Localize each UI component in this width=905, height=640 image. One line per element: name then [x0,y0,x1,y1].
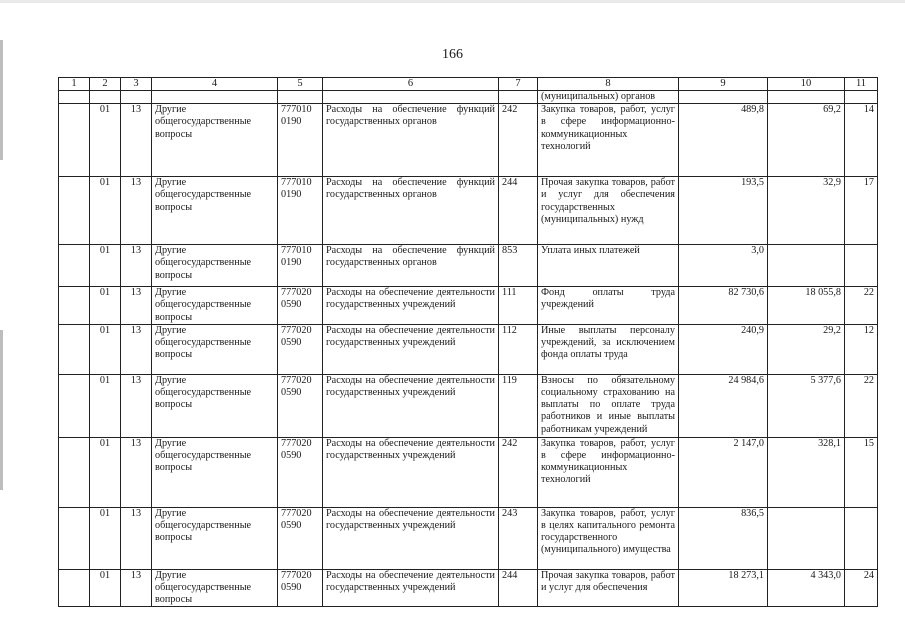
table-row [59,104,878,177]
cell-subsection: 13 [121,177,152,245]
cell-name: Другие общегосударственные вопросы [152,437,278,507]
table-row [59,245,878,287]
table-row [59,437,878,507]
cell-name: Другие общегосударственные вопросы [152,287,278,325]
cell-expense-type: 244 [499,569,538,607]
cell-plan: 82 730,6 [679,287,768,325]
cell-section [59,374,90,437]
cell-subsection: 13 [121,245,152,287]
cell-expense-type: 853 [499,245,538,287]
cell-subsection: 13 [121,374,152,437]
cell-name: Другие общегосударственные вопросы [152,104,278,177]
cell-target-article: 777020 0590 [278,324,323,374]
cell-target-article: 777020 0590 [278,569,323,607]
table-row [59,324,878,374]
cell-target-article: 777020 0590 [278,287,323,325]
cell-expense-type [499,91,538,104]
col-header: 8 [538,78,679,91]
page-number: 166 [442,47,463,62]
cell-section [59,91,90,104]
cell-subsection: 13 [121,104,152,177]
budget-table [58,77,878,607]
table-row [59,177,878,245]
cell-expense-name: Закупка товаров, работ, услуг в сфере информационно-коммуникационных технологий [538,437,679,507]
cell-target-name: Расходы на обеспечение деятельности государственных учреждений [323,507,499,569]
cell-section [59,437,90,507]
cell-target-name: Расходы на обеспечение функций государственных органов [323,245,499,287]
cell-target-name [323,91,499,104]
cell-section: 01 [90,374,121,437]
col-header: 11 [845,78,878,91]
cell-plan: 24 984,6 [679,374,768,437]
cell-expense-type: 111 [499,287,538,325]
cell-section [59,104,90,177]
cell-subsection: 13 [121,569,152,607]
cell-expense-name: Уплата иных платежей [538,245,679,287]
cell-plan: 3,0 [679,245,768,287]
cell-subsection [121,91,152,104]
cell-section: 01 [90,324,121,374]
col-header: 9 [679,78,768,91]
col-header: 2 [90,78,121,91]
cell-target-name: Расходы на обеспечение деятельности государственных учреждений [323,374,499,437]
cell-execution: 5 377,6 [768,374,845,437]
cell-plan: 18 273,1 [679,569,768,607]
cell-target-article: 777010 0190 [278,104,323,177]
col-header: 6 [323,78,499,91]
cell-plan: 193,5 [679,177,768,245]
cell-target-name: Расходы на обеспечение деятельности государственных учреждений [323,287,499,325]
col-header: 7 [499,78,538,91]
cell-expense-type: 242 [499,104,538,177]
cell-section: 01 [90,104,121,177]
table-body [59,91,878,607]
cell-percent: 14 [845,104,878,177]
cell-percent: 17 [845,177,878,245]
cell-section [59,287,90,325]
cell-target-name: Расходы на обеспечение деятельности государственных учреждений [323,569,499,607]
cell-expense-type: 243 [499,507,538,569]
scan-left-edge [0,330,3,490]
cell-plan: 836,5 [679,507,768,569]
cell-execution: 32,9 [768,177,845,245]
cell-percent [845,91,878,104]
cell-section [59,245,90,287]
cell-section [59,569,90,607]
cell-expense-name: Закупка товаров, работ, услуг в целях капитального ремонта государственного (муниципального) имущества [538,507,679,569]
cell-target-article: 777020 0590 [278,437,323,507]
cell-expense-type: 242 [499,437,538,507]
cell-expense-type: 119 [499,374,538,437]
cell-section [90,91,121,104]
table-row [59,91,878,104]
cell-target-article: 777010 0190 [278,177,323,245]
cell-expense-name: Взносы по обязательному социальному страхованию на выплаты по оплате труда работников и иные выплаты работникам учреждений [538,374,679,437]
cell-percent: 22 [845,287,878,325]
scan-top-edge [0,0,905,3]
cell-expense-name: Прочая закупка товаров, работ и услуг для обеспечения государственных (муниципальных) нужд [538,177,679,245]
cell-target-name: Расходы на обеспечение функций государственных органов [323,104,499,177]
cell-expense-name: Фонд оплаты труда учреждений [538,287,679,325]
cell-subsection: 13 [121,437,152,507]
cell-target-article: 777020 0590 [278,507,323,569]
cell-section: 01 [90,177,121,245]
cell-percent: 15 [845,437,878,507]
cell-expense-name: Закупка товаров, работ, услуг в сфере информационно-коммуникационных технологий [538,104,679,177]
col-header: 3 [121,78,152,91]
cell-execution [768,507,845,569]
col-header: 1 [59,78,90,91]
cell-plan: 489,8 [679,104,768,177]
cell-name: Другие общегосударственные вопросы [152,569,278,607]
cell-section: 01 [90,569,121,607]
cell-percent [845,245,878,287]
cell-section [59,324,90,374]
cell-subsection: 13 [121,324,152,374]
cell-execution [768,245,845,287]
cell-name: Другие общегосударственные вопросы [152,507,278,569]
cell-target-name: Расходы на обеспечение функций государственных органов [323,177,499,245]
cell-plan: 240,9 [679,324,768,374]
table-row [59,507,878,569]
col-header: 10 [768,78,845,91]
cell-section: 01 [90,507,121,569]
cell-name [152,91,278,104]
cell-expense-name: Прочая закупка товаров, работ и услуг для обеспечения [538,569,679,607]
cell-expense-type: 244 [499,177,538,245]
table-row [59,374,878,437]
header-row [59,78,878,91]
cell-section: 01 [90,437,121,507]
cell-percent: 24 [845,569,878,607]
cell-name: Другие общегосударственные вопросы [152,324,278,374]
cell-section [59,507,90,569]
table-row [59,569,878,607]
cell-percent [845,507,878,569]
cell-target-article [278,91,323,104]
cell-expense-name: (муниципальных) органов [538,91,679,104]
cell-expense-type: 112 [499,324,538,374]
col-header: 5 [278,78,323,91]
cell-target-name: Расходы на обеспечение деятельности государственных учреждений [323,437,499,507]
cell-target-article: 777020 0590 [278,374,323,437]
cell-target-name: Расходы на обеспечение деятельности государственных учреждений [323,324,499,374]
cell-execution: 328,1 [768,437,845,507]
cell-target-article: 777010 0190 [278,245,323,287]
cell-section: 01 [90,245,121,287]
col-header: 4 [152,78,278,91]
cell-percent: 12 [845,324,878,374]
cell-name: Другие общегосударственные вопросы [152,245,278,287]
cell-section: 01 [90,287,121,325]
cell-plan: 2 147,0 [679,437,768,507]
cell-subsection: 13 [121,287,152,325]
cell-execution [768,91,845,104]
cell-percent: 22 [845,374,878,437]
cell-execution: 29,2 [768,324,845,374]
table-row [59,287,878,325]
cell-expense-name: Иные выплаты персоналу учреждений, за исключением фонда оплаты труда [538,324,679,374]
cell-name: Другие общегосударственные вопросы [152,374,278,437]
cell-execution: 4 343,0 [768,569,845,607]
cell-execution: 69,2 [768,104,845,177]
cell-section [59,177,90,245]
cell-subsection: 13 [121,507,152,569]
cell-execution: 18 055,8 [768,287,845,325]
cell-name: Другие общегосударственные вопросы [152,177,278,245]
cell-plan [679,91,768,104]
